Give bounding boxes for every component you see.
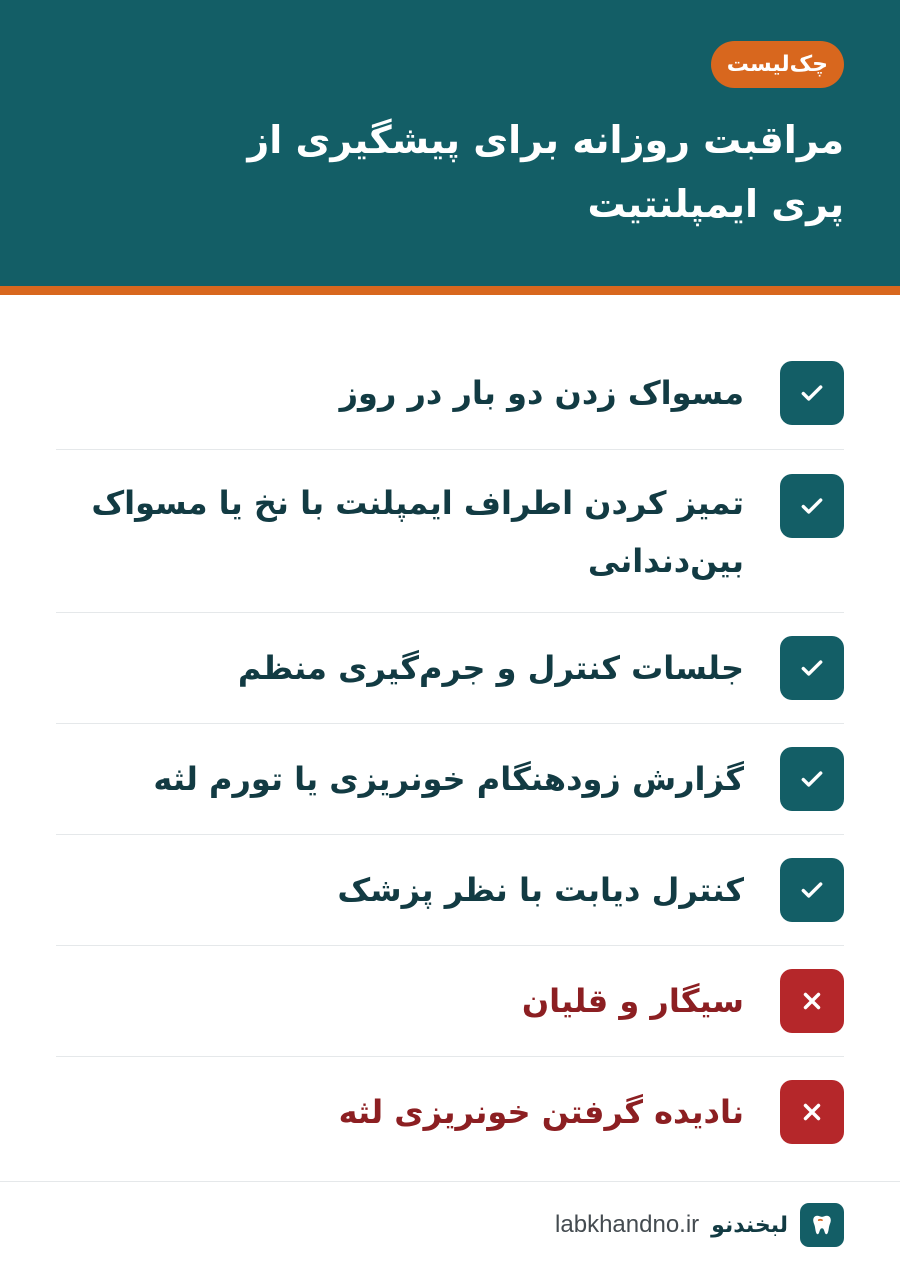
list-item-text: نادیده گرفتن خونریزی لثه [338,1093,744,1131]
check-icon [780,636,844,700]
check-icon [780,747,844,811]
list-item-text: جلسات کنترل و جرم‌گیری منظم [237,649,744,687]
checklist [56,337,844,1167]
tooth-icon [800,1203,844,1247]
brand-name: لبخندنو [711,1212,788,1238]
checklist-badge: چک‌لیست [711,41,844,88]
list-item-text: مسواک زدن دو بار در روز [339,374,744,412]
cross-icon [780,969,844,1033]
list-item [56,337,844,450]
header [0,0,900,286]
page-title: مراقبت روزانه برای پیشگیری از پری ایمپلنتیت [247,118,844,226]
list-item [56,613,844,724]
check-icon [780,361,844,425]
footer [555,1203,844,1247]
list-item [56,724,844,835]
list-item-text: گزارش زودهنگام خونریزی یا تورم لثه [153,760,744,798]
website-link[interactable]: labkhandno.ir [555,1211,700,1238]
list-item [56,835,844,946]
list-item-text: تمیز کردن اطراف ایمپلنت با نخ یا مسواک بین‌دندانی [91,484,744,580]
list-item [56,450,844,613]
list-item-text: سیگار و قلیان [521,982,744,1020]
list-item [56,946,844,1057]
header-divider [0,286,900,295]
check-icon [780,858,844,922]
cross-icon [780,1080,844,1144]
check-icon [780,474,844,538]
list-item-text: کنترل دیابت با نظر پزشک [337,871,744,909]
list-item [56,1057,844,1167]
footer-divider [0,1181,900,1182]
